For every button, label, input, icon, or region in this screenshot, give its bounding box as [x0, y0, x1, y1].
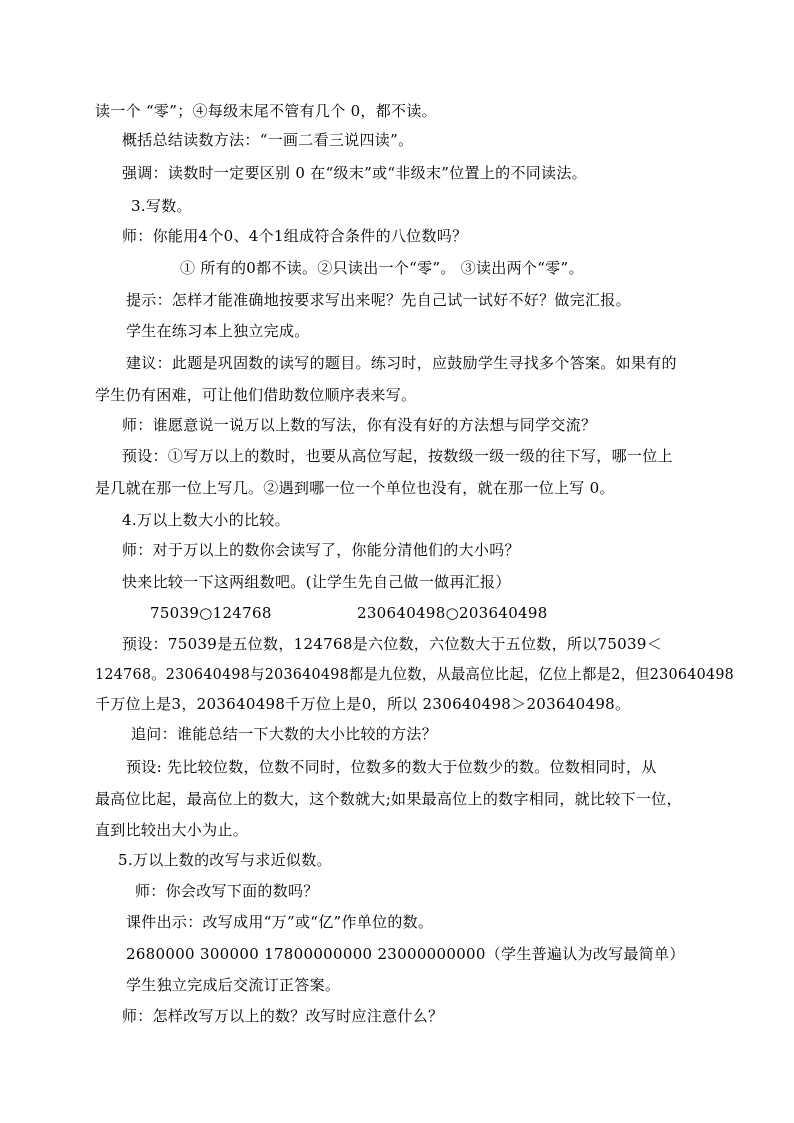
text-line: 学生仍有困难，可让他们借助数位顺序表来写。 [95, 386, 417, 404]
text-line: 强调：读数时一定要区别 0 在“级末”或“非级末”位置上的不同读法。 [122, 164, 587, 182]
text-line: 追问：谁能总结一下大数的大小比较的方法？ [131, 725, 438, 743]
text-line: 师：谁愿意说一说万以上数的写法，你有没有好的方法想与同学交流？ [122, 416, 597, 434]
text-line: 学生在练习本上独立完成。 [126, 322, 310, 340]
text-line: 师：你会改写下面的数吗？ [135, 882, 319, 900]
section-heading: 4.万以上数大小的比较。 [122, 511, 290, 529]
text-line: 预设：75039是五位数，124768是六位数，六位数大于五位数，所以75039＜ [122, 635, 662, 653]
text-line: 课件出示：改写成用“万”或“亿”作单位的数。 [126, 913, 434, 931]
text-line: 2680000 300000 17800000000 23000000000（学生普遍认为改写最简单） [126, 945, 685, 963]
text-line: 学生独立完成后交流订正答案。 [126, 976, 341, 994]
text-line: 读一个 “零”；④每级末尾不管有几个 0，都不读。 [95, 102, 437, 120]
text-line: 师：对于万以上的数你会读写了，你能分清他们的大小吗？ [122, 541, 520, 559]
section-heading: 3.写数。 [131, 197, 192, 215]
text-line: 预设：①写万以上的数时，也要从高位写起，按数级一级一级的往下写，哪一位上 [122, 447, 673, 465]
text-line: 提示：怎样才能准确地按要求写出来呢？先自己试一试好不好？做完汇报。 [126, 291, 631, 309]
text-line: ① 所有的0都不读。②只读出一个“零”。 ③读出两个“零”。 [180, 259, 584, 277]
text-line: 概括总结读数方法：“一画二看三说四读”。 [122, 131, 414, 149]
text-line: 建议：此题是巩固数的读写的题目。练习时，应鼓励学生寻找多个答案。如果有的 [126, 354, 677, 372]
comparison-expression: 230640498○203640498 [357, 604, 548, 622]
text-line: 124768。230640498与203640498都是九位数，从最高位比起，亿位上都是2，但230640498 [95, 665, 735, 683]
text-line: 是几就在那一位上写几。②遇到哪一位一个单位也没有，就在那一位上写 0。 [95, 479, 615, 497]
text-line: 直到比较出大小为止。 [95, 821, 249, 839]
text-line: 师：你能用4个0、4个1组成符合条件的八位数吗？ [122, 227, 468, 245]
text-line: 最高位比起，最高位上的数大，这个数就大;如果最高位上的数字相同，就比较下一位， [95, 790, 682, 808]
section-heading: 5.万以上数的改写与求近似数。 [118, 851, 332, 869]
text-line: 预设: 先比较位数，位数不同时，位数多的数大于位数少的数。位数相同时，从 [126, 758, 657, 776]
text-line: 师：怎样改写万以上的数？改写时应注意什么？ [122, 1007, 444, 1025]
text-line: 千万位上是3，203640498千万位上是0，所以 230640498＞203640498。 [95, 695, 631, 713]
text-line: 快来比较一下这两组数吧。(让学生先自己做一做再汇报） [122, 573, 511, 591]
comparison-expression: 75039○124768 [150, 604, 272, 622]
